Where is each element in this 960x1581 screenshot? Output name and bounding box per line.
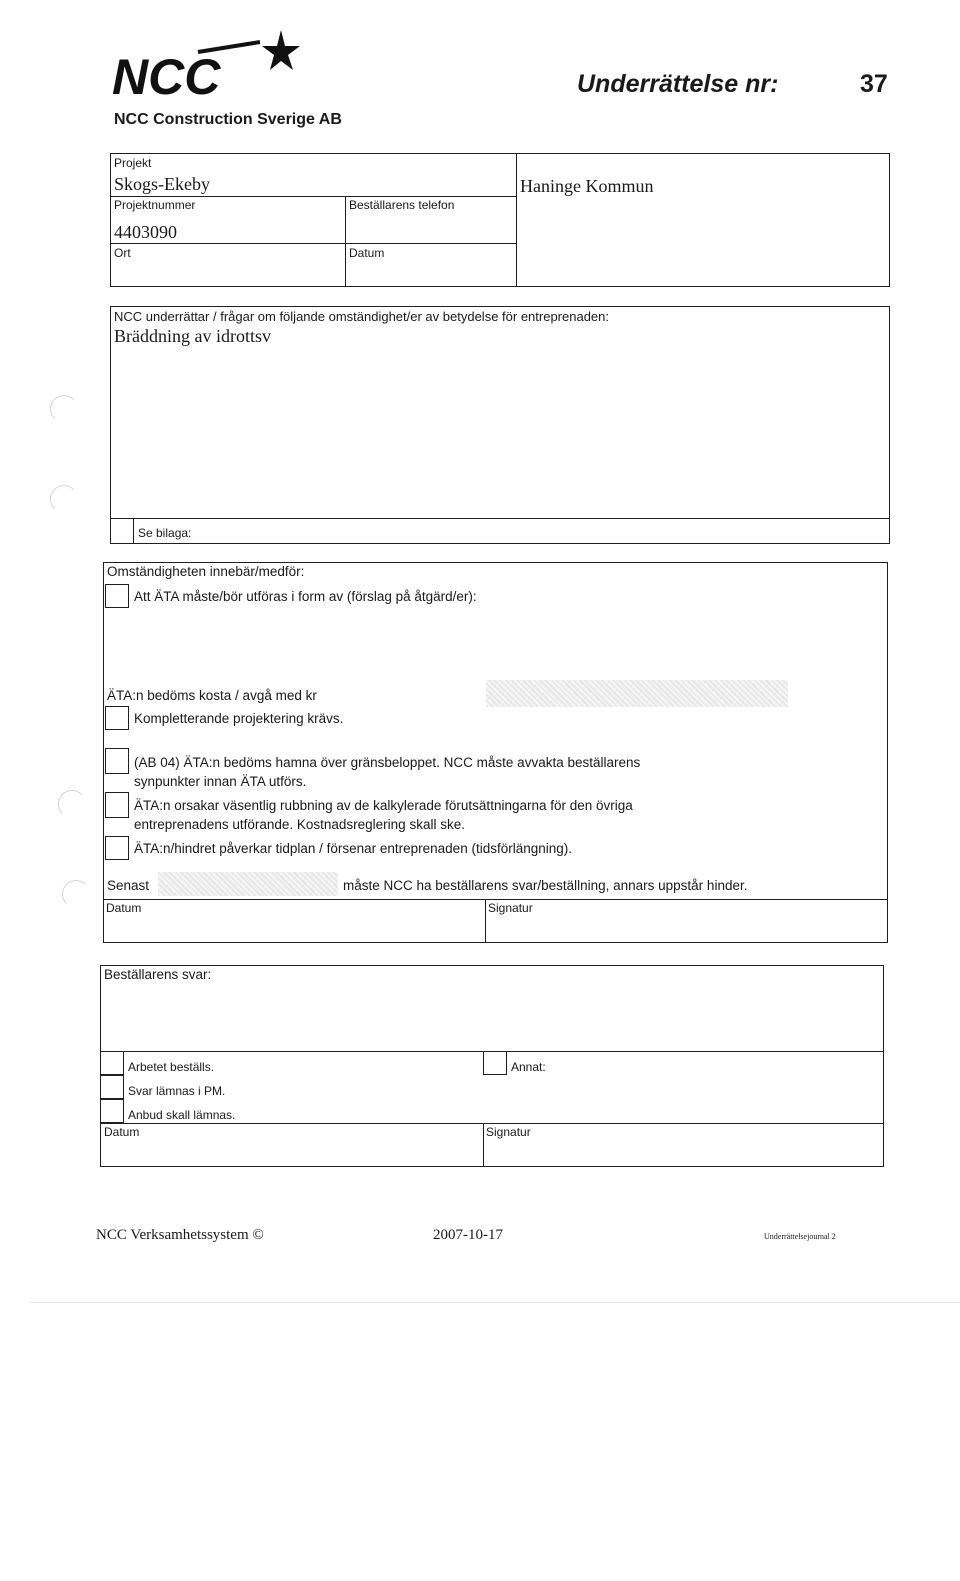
- projekt-value: Skogs-Ekeby: [114, 174, 210, 194]
- annat-option: Annat:: [511, 1060, 546, 1074]
- project-divider-vertical: [516, 153, 517, 287]
- senast-label: Senast: [107, 878, 150, 893]
- rubbning-line1: ÄTA:n orsakar väsentlig rubbning av de kalkylerade förutsättningarna för den övriga: [134, 798, 633, 813]
- arbetet-option: Arbetet beställs.: [128, 1060, 215, 1074]
- ort-label: Ort: [114, 246, 131, 260]
- komplett-checkbox[interactable]: [105, 706, 129, 730]
- anbud-option: Anbud skall lämnas.: [128, 1108, 236, 1122]
- punch-hole-mark-2: [50, 485, 78, 513]
- telefon-label: Beställarens telefon: [349, 198, 455, 212]
- svar-option: Svar lämnas i PM.: [128, 1084, 226, 1098]
- company-name: NCC Construction Sverige AB: [114, 111, 342, 128]
- client-datum-label: Datum: [104, 1125, 140, 1139]
- svar-checkbox[interactable]: [100, 1075, 124, 1099]
- se-bilaga-label: Se bilaga:: [138, 526, 192, 540]
- cost-line: ÄTA:n bedöms kosta / avgå med kr: [107, 688, 317, 703]
- projektnummer-label: Projektnummer: [114, 198, 196, 212]
- ata-option: Att ÄTA måste/bör utföras i form av (förslag på åtgärd/er):: [134, 589, 477, 604]
- annat-checkbox[interactable]: [483, 1051, 507, 1075]
- hindret-option: ÄTA:n/hindret påverkar tidplan / försenar entreprenaden (tidsförlängning).: [134, 841, 572, 856]
- scan-edge: [30, 1302, 960, 1303]
- punch-hole-mark-1: [50, 395, 78, 423]
- datum-label-top: Datum: [349, 246, 385, 260]
- project-block: [110, 153, 890, 287]
- se-bilaga-checkbox[interactable]: [110, 518, 134, 544]
- project-divider-2: [110, 243, 516, 244]
- client-answer-heading: Beställarens svar:: [104, 967, 212, 982]
- projektnummer-value: 4403090: [114, 222, 177, 242]
- anbud-checkbox[interactable]: [100, 1099, 124, 1123]
- footer-date: 2007-10-17: [433, 1227, 503, 1243]
- footer-system: NCC Verksamhetssystem ©: [96, 1227, 264, 1243]
- notice-value: Bräddning av idrottsv: [114, 326, 271, 346]
- ab04-line1: (AB 04) ÄTA:n bedöms hamna över gränsbeloppet. NCC måste avvakta beställarens: [134, 755, 641, 770]
- redacted-deadline: [158, 872, 338, 896]
- punch-hole-mark-4: [62, 880, 90, 908]
- ata-checkbox[interactable]: [105, 584, 129, 608]
- implications-divider: [103, 899, 888, 900]
- notice-heading: NCC underrättar / frågar om följande omständighet/er av betydelse för entreprenaden:: [114, 309, 609, 324]
- projekt-label: Projekt: [114, 156, 152, 170]
- client-value: Haninge Kommun: [520, 176, 654, 196]
- hindret-checkbox[interactable]: [105, 836, 129, 860]
- notice-label: Underrättelse nr:: [577, 70, 779, 98]
- ncc-logo: [110, 30, 310, 100]
- client-answer-signature-divider: [483, 1123, 484, 1167]
- ab04-line2: synpunkter innan ÄTA utförs.: [134, 774, 307, 789]
- client-answer-divider-2: [100, 1123, 884, 1124]
- redacted-amount: [486, 680, 788, 707]
- client-signatur-label: Signatur: [486, 1125, 531, 1139]
- implications-signature-divider: [485, 899, 486, 943]
- ncc-logo-mark: [110, 30, 310, 100]
- ab04-checkbox[interactable]: [105, 748, 129, 774]
- notice-divider: [110, 518, 890, 519]
- footer-doc-ref: Underrättelsejournal 2: [764, 1232, 836, 1241]
- rubbning-checkbox[interactable]: [105, 792, 129, 818]
- arbetet-checkbox[interactable]: [100, 1051, 124, 1075]
- implications-datum-label: Datum: [106, 901, 142, 915]
- komplett-option: Kompletterande projektering krävs.: [134, 711, 344, 726]
- implications-heading: Omständigheten innebär/medför:: [107, 564, 305, 579]
- project-divider-phone: [345, 196, 346, 287]
- implications-signatur-label: Signatur: [488, 901, 533, 915]
- project-divider-1: [110, 196, 516, 197]
- senast-rest: måste NCC ha beställarens svar/beställning, annars uppstår hinder.: [343, 878, 748, 893]
- punch-hole-mark-3: [58, 790, 86, 818]
- rubbning-line2: entreprenadens utförande. Kostnadsreglering skall ske.: [134, 817, 465, 832]
- notice-number: 37: [860, 70, 888, 98]
- svg-text:NCC: NCC: [112, 49, 221, 100]
